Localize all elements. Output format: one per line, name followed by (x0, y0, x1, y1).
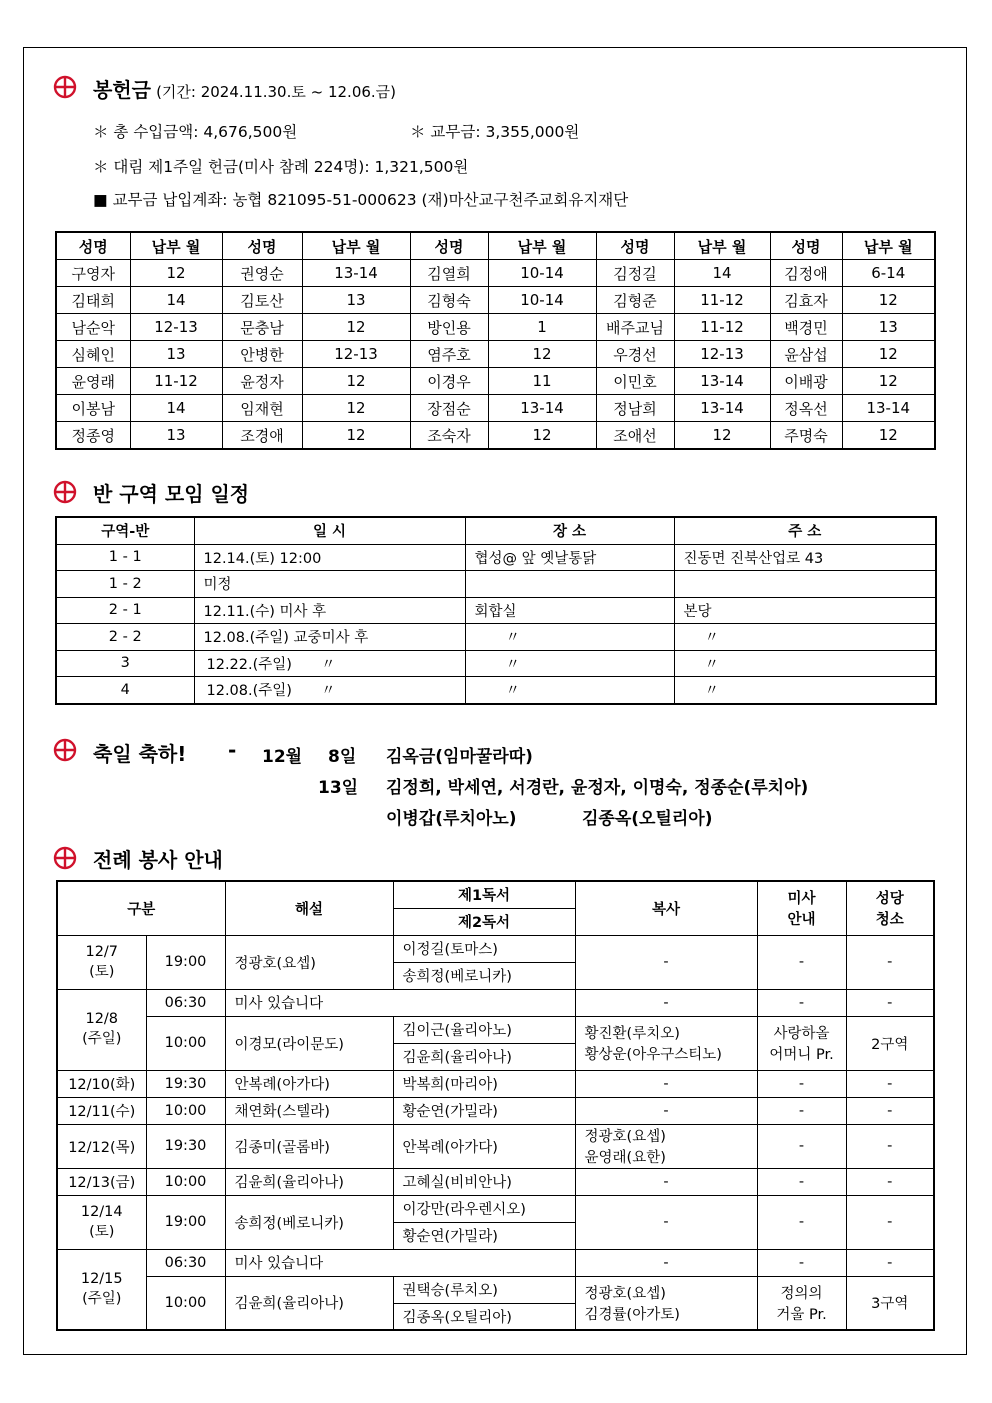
table-row (57, 1195, 934, 1222)
feast-day2-names-3: 김종옥(오틸리아) (582, 809, 713, 829)
clean-line1: 성당 (875, 891, 904, 908)
date-cell (57, 989, 146, 1070)
guide-line1: 미사 (787, 891, 816, 908)
table-cell: 14 (130, 287, 222, 314)
server-line2: 황상운(아우구스티노) (584, 1047, 722, 1063)
clean-cell: - (846, 1195, 934, 1249)
reader-cell: 고혜실(비비안나) (393, 1168, 575, 1195)
table-cell: 남순악 (56, 314, 130, 341)
table-cell: 12 (302, 422, 410, 450)
date-cell: 12/11(수) (57, 1097, 146, 1124)
time-cell: 19:30 (146, 1124, 225, 1168)
table-row (56, 597, 936, 624)
payment-header-row (56, 232, 935, 260)
server-cell: - (575, 1195, 757, 1249)
date-line2: (토) (89, 1223, 115, 1240)
table-cell: 김형숙 (410, 287, 488, 314)
table-cell: 배주교님 (596, 314, 674, 341)
table-row (56, 624, 936, 651)
table-cell: 이민호 (596, 368, 674, 395)
reader-cell: 황순연(가밀라) (393, 1222, 575, 1249)
time-cell: 06:30 (146, 1249, 225, 1276)
date-cell: 12/13(금) (57, 1168, 146, 1195)
table-cell: 14 (674, 260, 770, 287)
guide-cell: - (757, 1168, 846, 1195)
table-cell: 13-14 (674, 368, 770, 395)
table-row (57, 1070, 934, 1097)
table-cell: 4 (56, 677, 194, 704)
table-cell: 12-13 (302, 341, 410, 368)
total-income: ＊ 총 수입금액: 4,676,500원 (93, 123, 298, 141)
header-cell: 성명 (56, 232, 130, 260)
table-cell: 〃 (465, 624, 674, 651)
table-cell: 12 (842, 287, 935, 314)
commentary-cell: 안복례(아가다) (225, 1070, 393, 1097)
time-cell: 10:00 (146, 1168, 225, 1195)
table-cell: 11 (488, 368, 596, 395)
clean-cell: 3구역 (846, 1276, 934, 1330)
liturgy-title: 전례 봉사 안내 (93, 848, 223, 872)
table-cell: 12 (488, 341, 596, 368)
liturgy-table (56, 880, 935, 1331)
guide-line2: 거울 Pr. (776, 1306, 827, 1323)
table-cell: 방인용 (410, 314, 488, 341)
table-cell: 2 - 2 (56, 624, 194, 651)
table-row (57, 1168, 934, 1195)
reader-cell: 김윤희(율리아나) (393, 1043, 575, 1070)
table-cell: 12-13 (130, 314, 222, 341)
table-cell: 백경민 (770, 314, 842, 341)
note-cell: 미사 있습니다 (225, 989, 575, 1016)
circle-plus-icon (53, 846, 77, 870)
table-row (56, 650, 936, 677)
table-cell: 12 (130, 260, 222, 287)
clean-cell: - (846, 989, 934, 1016)
header-cell: 성명 (410, 232, 488, 260)
server-line2: 김경률(아가토) (584, 1306, 680, 1323)
table-cell: 14 (130, 395, 222, 422)
table-cell: 장점순 (410, 395, 488, 422)
table-cell: 13 (130, 341, 222, 368)
date-cell (57, 935, 146, 989)
guide-line2: 안내 (787, 912, 816, 929)
offering-title: 봉헌금 (93, 78, 151, 102)
diocese-fee: ＊ 교무금: 3,355,000원 (410, 123, 580, 141)
date-cell: 12/10(화) (57, 1070, 146, 1097)
table-cell: 우경선 (596, 341, 674, 368)
clean-line2: 청소 (875, 912, 904, 929)
table-cell: 13-14 (302, 260, 410, 287)
advent-offering: ＊ 대림 제1주일 헌금(미사 참례 224명): 1,321,500원 (93, 158, 469, 176)
table-cell: 조애선 (596, 422, 674, 450)
date-line1: 12/14 (80, 1203, 123, 1220)
circle-plus-icon (53, 738, 77, 762)
table-cell: 12.11.(수) 미사 후 (194, 597, 465, 624)
header-cell: 주 소 (674, 517, 936, 544)
server-cell: - (575, 1249, 757, 1276)
commentary-cell: 김윤희(율리아나) (225, 1276, 393, 1330)
server-cell: - (575, 935, 757, 989)
guide-cell: - (757, 1124, 846, 1168)
table-cell: 〃 (674, 624, 936, 651)
table-cell: 12-13 (674, 341, 770, 368)
table-cell: 12.08.(주일) 〃 (194, 677, 465, 704)
time-cell: 10:00 (146, 1097, 225, 1124)
guide-cell (757, 1016, 846, 1070)
header-guide (757, 881, 846, 935)
table-cell: 〃 (674, 677, 936, 704)
reader-cell: 이정길(토마스) (393, 935, 575, 962)
header-reader2: 제2독서 (393, 908, 575, 935)
table-row (56, 287, 935, 314)
table-cell: 회합실 (465, 597, 674, 624)
table-cell: 윤삼섭 (770, 341, 842, 368)
table-cell: 김정애 (770, 260, 842, 287)
table-cell: 6-14 (842, 260, 935, 287)
reader-cell: 박복희(마리아) (393, 1070, 575, 1097)
table-cell: 정옥선 (770, 395, 842, 422)
table-cell: 협성@ 앞 옛날통닭 (465, 544, 674, 571)
guide-cell: - (757, 1070, 846, 1097)
offering-period: (기간: 2024.11.30.토 ~ 12.06.금) (156, 83, 397, 101)
time-cell: 19:00 (146, 1195, 225, 1249)
commentary-cell: 김종미(골롬바) (225, 1124, 393, 1168)
time-cell: 19:00 (146, 935, 225, 989)
table-cell: 1 (488, 314, 596, 341)
table-cell: 1 - 2 (56, 571, 194, 598)
date-cell (57, 1249, 146, 1330)
commentary-cell: 이경모(라이문도) (225, 1016, 393, 1070)
header-cell: 납부 월 (130, 232, 222, 260)
table-cell: 1 - 1 (56, 544, 194, 571)
feast-day2-names-2: 이병갑(루치아노) (386, 809, 517, 829)
header-cell: 구역-반 (56, 517, 194, 544)
reader-cell: 이강만(라우렌시오) (393, 1195, 575, 1222)
table-cell: 3 (56, 650, 194, 677)
table-cell: 12.14.(토) 12:00 (194, 544, 465, 571)
reader-cell: 안복례(아가다) (393, 1124, 575, 1168)
guide-cell (757, 1276, 846, 1330)
feast-month: 12월 (262, 747, 303, 767)
guide-line2: 어머니 Pr. (769, 1047, 834, 1063)
offering-heading (93, 74, 396, 103)
table-row (56, 260, 935, 287)
table-cell: 임재현 (222, 395, 302, 422)
commentary-cell: 채연화(스텔라) (225, 1097, 393, 1124)
guide-line1: 사랑하올 (773, 1026, 830, 1042)
table-cell: 김효자 (770, 287, 842, 314)
table-cell: 김정길 (596, 260, 674, 287)
time-cell: 10:00 (146, 1016, 225, 1070)
time-cell: 06:30 (146, 989, 225, 1016)
table-row (57, 1097, 934, 1124)
table-cell: 김태희 (56, 287, 130, 314)
table-cell: 김열희 (410, 260, 488, 287)
table-row (57, 935, 934, 962)
header-cell: 납부 월 (842, 232, 935, 260)
table-cell: 주명숙 (770, 422, 842, 450)
commentary-cell: 정광호(요셉) (225, 935, 393, 989)
table-cell: 김토산 (222, 287, 302, 314)
reader-cell: 김이근(율리아노) (393, 1016, 575, 1043)
table-cell: 조경애 (222, 422, 302, 450)
table-row (56, 341, 935, 368)
server-cell (575, 1016, 757, 1070)
table-cell: 〃 (465, 677, 674, 704)
feast-day1-names: 김옥금(임마꿀라따) (386, 747, 533, 767)
server-line1: 황진환(루치오) (584, 1026, 680, 1042)
date-line1: 12/8 (85, 1011, 119, 1027)
commentary-cell: 김윤희(율리아나) (225, 1168, 393, 1195)
header-cell: 납부 월 (302, 232, 410, 260)
server-line1: 정광호(요셉) (584, 1129, 666, 1145)
table-cell: 이경우 (410, 368, 488, 395)
date-cell (57, 1195, 146, 1249)
header-cell: 일 시 (194, 517, 465, 544)
server-cell (575, 1276, 757, 1330)
date-line2: (주일) (82, 1031, 122, 1047)
table-cell: 본당 (674, 597, 936, 624)
table-cell: 2 - 1 (56, 597, 194, 624)
table-row (56, 314, 935, 341)
payment-table (55, 231, 936, 450)
reader-cell: 김종옥(오틸리아) (393, 1303, 575, 1330)
table-cell: 12 (302, 395, 410, 422)
table-cell: 11-12 (130, 368, 222, 395)
clean-cell: - (846, 1249, 934, 1276)
header-reader1: 제1독서 (393, 881, 575, 908)
table-cell: 13-14 (674, 395, 770, 422)
table-cell: 13-14 (842, 395, 935, 422)
feast-day2: 13일 (318, 778, 359, 798)
table-cell: 10-14 (488, 287, 596, 314)
table-cell: 12 (842, 422, 935, 450)
table-cell: 12 (488, 422, 596, 450)
date-line1: 12/7 (85, 943, 119, 960)
table-row (57, 1276, 934, 1303)
table-row (57, 1249, 934, 1276)
table-cell: 12 (842, 341, 935, 368)
header-cell: 납부 월 (488, 232, 596, 260)
table-cell: 12 (302, 368, 410, 395)
table-row (56, 544, 936, 571)
table-cell (674, 571, 936, 598)
clean-cell: - (846, 1124, 934, 1168)
circle-plus-icon (53, 75, 77, 99)
table-cell: 이배광 (770, 368, 842, 395)
table-cell: 윤영래 (56, 368, 130, 395)
date-line1: 12/15 (80, 1270, 123, 1287)
meetings-table (55, 516, 937, 705)
header-cleaning (846, 881, 934, 935)
time-cell: 10:00 (146, 1276, 225, 1330)
note-cell: 미사 있습니다 (225, 1249, 575, 1276)
server-cell: - (575, 1070, 757, 1097)
clean-cell: - (846, 935, 934, 989)
table-cell: 12 (302, 314, 410, 341)
clean-cell: - (846, 1097, 934, 1124)
server-cell (575, 1124, 757, 1168)
date-line2: (주일) (82, 1290, 122, 1307)
table-row (57, 989, 934, 1016)
table-cell: 12 (842, 368, 935, 395)
meetings-header-row (56, 517, 936, 544)
server-cell: - (575, 1168, 757, 1195)
header-cell: 성명 (222, 232, 302, 260)
table-cell: 13 (842, 314, 935, 341)
reader-cell: 권택승(루치오) (393, 1276, 575, 1303)
guide-cell: - (757, 1195, 846, 1249)
table-cell: 진동면 진북산업로 43 (674, 544, 936, 571)
header-cell: 납부 월 (674, 232, 770, 260)
table-cell: 김형준 (596, 287, 674, 314)
liturgy-header-row (57, 881, 934, 908)
header-commentary: 해설 (225, 881, 393, 935)
date-line2: (토) (89, 963, 115, 980)
table-row (57, 1016, 934, 1043)
table-cell: 12 (674, 422, 770, 450)
guide-cell: - (757, 935, 846, 989)
table-cell: 문충남 (222, 314, 302, 341)
table-cell: 12.08.(주일) 교중미사 후 (194, 624, 465, 651)
table-cell: 11-12 (674, 314, 770, 341)
table-row (56, 571, 936, 598)
table-cell: 구영자 (56, 260, 130, 287)
server-cell: - (575, 989, 757, 1016)
date-cell: 12/12(목) (57, 1124, 146, 1168)
feast-dash: - (228, 738, 237, 762)
table-cell: 조숙자 (410, 422, 488, 450)
table-cell: 윤정자 (222, 368, 302, 395)
table-cell: 이봉남 (56, 395, 130, 422)
header-cell: 장 소 (465, 517, 674, 544)
table-cell: 권영순 (222, 260, 302, 287)
guide-line1: 정의의 (780, 1285, 823, 1302)
feast-title: 축일 축하! (93, 742, 187, 766)
meetings-title: 반 구역 모임 일정 (93, 482, 250, 506)
header-category: 구분 (57, 881, 225, 935)
header-cell: 성명 (596, 232, 674, 260)
table-cell: 안병한 (222, 341, 302, 368)
table-cell: 13-14 (488, 395, 596, 422)
circle-plus-icon (53, 480, 77, 504)
server-cell: - (575, 1097, 757, 1124)
guide-cell: - (757, 989, 846, 1016)
table-cell: 11-12 (674, 287, 770, 314)
table-cell: 〃 (465, 650, 674, 677)
table-row (56, 677, 936, 704)
server-line1: 정광호(요셉) (584, 1285, 666, 1302)
table-cell: 염주호 (410, 341, 488, 368)
clean-cell: - (846, 1168, 934, 1195)
table-cell: 정종영 (56, 422, 130, 450)
table-row (56, 368, 935, 395)
table-cell: 심혜인 (56, 341, 130, 368)
guide-cell: - (757, 1249, 846, 1276)
table-cell: 10-14 (488, 260, 596, 287)
table-row (57, 1124, 934, 1168)
table-row (56, 395, 935, 422)
feast-day1: 8일 (328, 747, 357, 767)
table-row (56, 422, 935, 450)
reader-cell: 황순연(가밀라) (393, 1097, 575, 1124)
table-cell (465, 571, 674, 598)
commentary-cell: 송희정(베로니카) (225, 1195, 393, 1249)
table-cell: 미정 (194, 571, 465, 598)
table-cell: 〃 (674, 650, 936, 677)
reader-cell: 송희정(베로니카) (393, 962, 575, 989)
table-cell: 13 (130, 422, 222, 450)
table-cell: 12.22.(주일) 〃 (194, 650, 465, 677)
bank-account: ■ 교무금 납입계좌: 농협 821095-51-000623 (재)마산교구천주교회유지재단 (93, 191, 629, 209)
clean-cell: 2구역 (846, 1016, 934, 1070)
header-server: 복사 (575, 881, 757, 935)
table-cell: 13 (302, 287, 410, 314)
server-line2: 윤영래(요한) (584, 1150, 666, 1166)
clean-cell: - (846, 1070, 934, 1097)
time-cell: 19:30 (146, 1070, 225, 1097)
feast-day2-names: 김정희, 박세연, 서경란, 윤정자, 이명숙, 정종순(루치아) (386, 778, 809, 798)
table-cell: 정남희 (596, 395, 674, 422)
guide-cell: - (757, 1097, 846, 1124)
header-cell: 성명 (770, 232, 842, 260)
